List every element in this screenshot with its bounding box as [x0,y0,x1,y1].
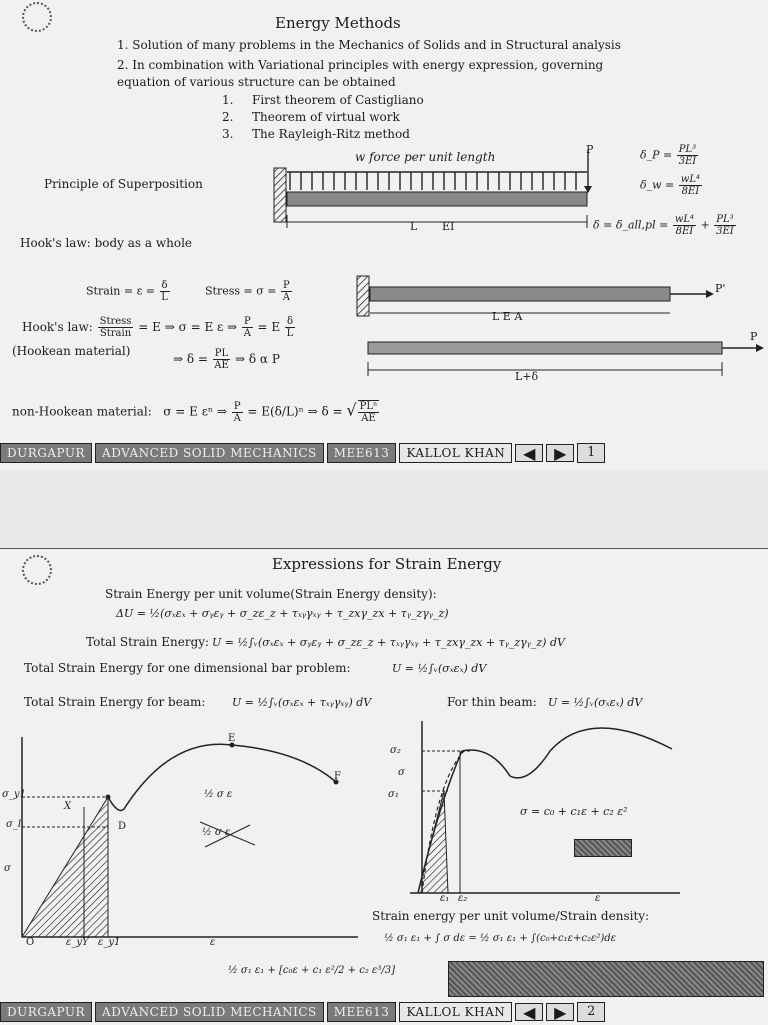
density-equation: ΔU = ½(σₓεₓ + σᵧεᵧ + σ_zε_z + τₓᵧγₓᵧ + τ_zxγ_zx + τᵧ_zγᵧ_z) [116,607,449,620]
triangle-left-icon: ◀ [523,1002,536,1022]
slide2-footer [0,1001,605,1023]
density-integral-2: ½ σ₁ ε₁ + [c₀ε + c₁ ε²/2 + c₂ ε³/3] [228,965,396,976]
stress-strain-graph-left [0,727,360,957]
g1-x3-label: ε_y1 [98,937,121,948]
institute-logo-icon [22,555,52,585]
beam-energy-equation: U = ½∫ᵥ(σₓεₓ + τₓᵧγₓᵧ) dV [232,696,372,709]
g1-y1-label: σ_y1 [2,789,26,800]
density-integral: ½ σ₁ ε₁ + ∫ σ dε = ½ σ₁ ε₁ + ∫(c₀+c₁ε+c₂ε²)dε [384,933,616,944]
g2-x1-label: ε₁ [440,893,450,904]
footer-institute: DURGAPUR [0,443,92,463]
footer-course: ADVANCED SOLID MECHANICS [95,1002,324,1022]
slide-title: Energy Methods [275,14,401,32]
slide-energy-methods [0,0,768,470]
footer-institute: DURGAPUR [0,1002,92,1022]
bar-bottom-label: L+δ [515,370,539,383]
footer-author: KALLOL KHAN [399,443,512,463]
density-footer-label: Strain energy per unit volume/Strain density: [372,909,650,923]
next-slide-button[interactable] [546,1003,574,1021]
method-3-num: 3. [222,127,234,141]
thin-beam-equation: U = ½∫ᵥ(σₓεₓ) dV [548,696,643,709]
g2-y2-label: σ [398,767,405,778]
g2-xlabel: ε [595,893,601,904]
triangle-left-icon: ◀ [523,443,536,463]
g1-y3-label: σ [4,863,11,874]
superposition-label: Principle of Superposition [44,177,203,191]
density-heading: Strain Energy per unit volume(Strain Energy density): [105,587,437,601]
g1-half-cross: ½ σ ε [202,827,231,838]
g1-x2-label: Y [82,937,89,948]
g1-x1-label: ε_y [66,937,83,948]
deflection-w: δ_w = $\frac{\text{wL⁴}}{8EI}$ [640,174,700,197]
one-d-equation: U = ½∫ᵥ(σₓεₓ) dV [392,662,487,675]
hookean-label: (Hookean material) [12,344,131,358]
redacted-box [574,839,632,857]
method-1-num: 1. [222,93,234,107]
g1-origin-label: O [26,937,35,948]
deflection-combined: δ = δ_all,pl = $\frac{\text{wL⁴}}{8EI}$ + $\frac{\text{PL³}}{3EI}$ [593,214,734,237]
bar-load-bottom: P [750,330,758,343]
slide1-footer [0,442,605,464]
method-2-num: 2. [222,110,234,124]
g1-point-e: E [228,733,236,744]
deflection-p: δ_P = $\frac{\text{PL³}}{3EI}$ [640,144,697,167]
method-3: The Rayleigh-Ritz method [252,127,410,141]
g1-point-f: F [334,771,341,782]
slide-title: Expressions for Strain Energy [272,555,502,573]
point-1: 1. Solution of many problems in the Mechanics of Solids and in Structural analysis [117,38,621,52]
hooks-whole-label: Hook's law: body as a whole [20,236,193,250]
g2-x2-label: ε₂ [458,893,468,904]
method-1: First theorem of Castigliano [252,93,424,107]
beam-length-label: L [410,220,418,233]
triangle-right-icon: ▶ [554,443,567,463]
bar-load-top: P' [715,282,726,295]
bar-top-label: L E A [492,310,523,323]
g1-point-d: D [118,821,127,832]
g1-point-x: X [64,801,72,812]
next-slide-button[interactable] [546,444,574,462]
g2-y3-label: σ₁ [388,789,399,800]
slide-strain-energy [0,548,768,1025]
triangle-right-icon: ▶ [554,1002,567,1022]
redacted-formula-box [448,961,764,997]
beam-stiffness-label: EI [442,220,455,233]
prev-slide-button[interactable] [515,1003,543,1021]
g1-xlabel: ε [210,937,216,948]
point-2: 2. In combination with Variational principles with energy expression, governing [117,58,604,72]
point-2-cont: equation of various structure can be obtained [117,75,396,89]
page-number: 2 [577,1002,605,1022]
hooks-law-formula: Hook's law: $\frac{\text{Stress}}{\text{Strain}}$ = E ⇒ σ = E ε ⇒ $\frac{P}{A}$ = E $\frac{\delta}{L}$ [22,316,294,339]
beam-energy-label: Total Strain Energy for beam: [24,695,206,709]
method-2: Theorem of virtual work [252,110,400,124]
footer-code: MEE613 [327,443,397,463]
point-load-label: P [586,143,594,156]
g1-half-text: ½ σ ε [204,789,233,800]
total-energy-label: Total Strain Energy: [86,635,210,649]
prev-slide-button[interactable] [515,444,543,462]
g2-y1-label: σ₂ [390,745,401,756]
one-d-label: Total Strain Energy for one dimensional bar problem: [24,661,351,675]
delta-formula: ⇒ δ = $\frac{PL}{AE}$ ⇒ δ α P [173,348,280,371]
thin-beam-label: For thin beam: [447,695,537,709]
footer-course: ADVANCED SOLID MECHANICS [95,443,324,463]
g1-y2-label: σ_l [6,819,22,830]
strain-formula: Strain = ε = $\frac{\delta}{L}$ [86,280,168,303]
footer-code: MEE613 [327,1002,397,1022]
total-energy-equation: U = ½∫ᵥ(σₓεₓ + σᵧεᵧ + σ_zε_z + τₓᵧγₓᵧ + τ_zxγ_zx + τᵧ_zγᵧ_z) dV [212,636,565,649]
non-hookean-formula: non-Hookean material: σ = E εⁿ ⇒ $\frac{P}{A}$ = E(δ/L)ⁿ ⇒ δ = √ $\frac{\text{PLⁿ}}{AE}$ [12,400,378,424]
stress-formula: Stress = σ = $\frac{P}{A}$ [205,280,290,303]
g2-polynomial: σ = c₀ + c₁ε + c₂ ε² [520,805,628,818]
footer-author: KALLOL KHAN [399,1002,512,1022]
page-number: 1 [577,443,605,463]
load-label: w force per unit length [355,150,496,164]
